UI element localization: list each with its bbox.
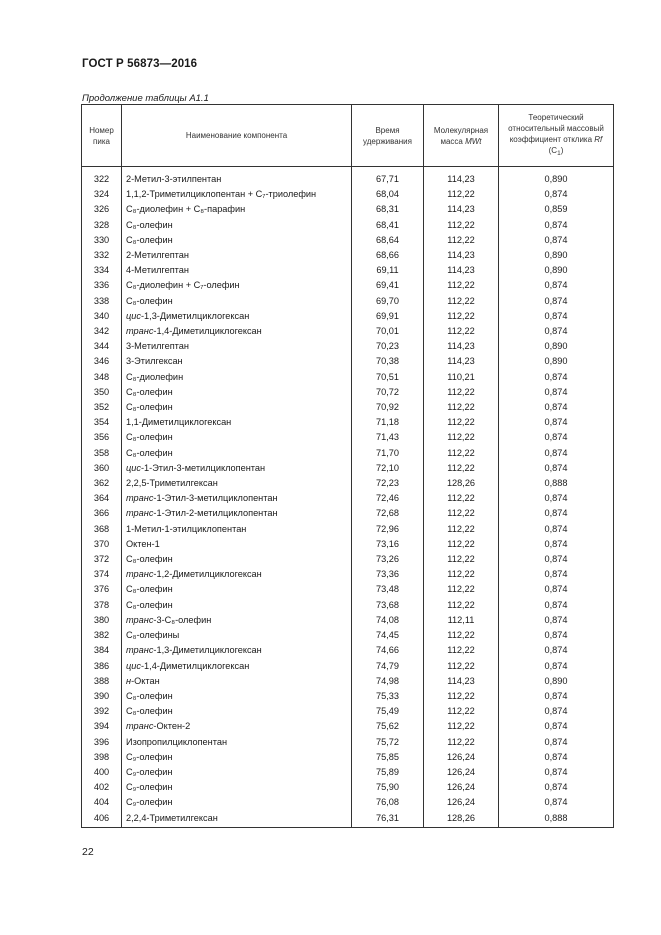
molecular-mass: 112,22	[424, 446, 499, 461]
peak-number: 392	[82, 704, 122, 719]
response-factor: 0,874	[499, 461, 614, 476]
response-factor: 0,874	[499, 795, 614, 810]
retention-time: 73,16	[352, 537, 424, 552]
response-factor: 0,874	[499, 643, 614, 658]
retention-time: 72,96	[352, 522, 424, 537]
response-factor: 0,874	[499, 294, 614, 309]
response-factor: 0,874	[499, 446, 614, 461]
response-factor: 0,874	[499, 552, 614, 567]
molecular-mass: 114,23	[424, 674, 499, 689]
molecular-mass: 112,22	[424, 719, 499, 734]
table-row	[82, 552, 614, 567]
response-factor: 0,888	[499, 476, 614, 491]
response-factor: 0,890	[499, 167, 614, 188]
name-prefix: транс	[126, 645, 154, 656]
peak-number: 388	[82, 674, 122, 689]
peak-number: 338	[82, 294, 122, 309]
component-name: 1-Метил-1-этилциклопентан	[122, 522, 352, 537]
molecular-mass: 114,23	[424, 167, 499, 188]
response-factor: 0,890	[499, 354, 614, 369]
molecular-mass: 112,22	[424, 218, 499, 233]
table-row	[82, 430, 614, 445]
retention-time: 73,48	[352, 582, 424, 597]
component-name	[122, 719, 352, 734]
retention-time: 75,89	[352, 765, 424, 780]
response-factor: 0,874	[499, 278, 614, 293]
name-rest: -1,3-Диметилциклогексан	[153, 645, 262, 656]
response-factor: 0,874	[499, 218, 614, 233]
name-rest: -1,3-Диметилциклогексан	[140, 310, 250, 321]
component-name: C₉-олефин	[122, 780, 352, 795]
retention-time: 70,51	[352, 370, 424, 385]
retention-time: 75,62	[352, 719, 424, 734]
retention-time: 75,85	[352, 750, 424, 765]
table-row	[82, 461, 614, 476]
response-factor: 0,874	[499, 765, 614, 780]
peak-number: 334	[82, 263, 122, 278]
retention-time: 75,72	[352, 735, 424, 750]
table-row	[82, 704, 614, 719]
name-rest: -1-Этил-3-метилциклопентан	[140, 462, 266, 473]
response-factor: 0,874	[499, 430, 614, 445]
molecular-mass: 112,22	[424, 628, 499, 643]
molecular-mass: 112,22	[424, 461, 499, 476]
table-row	[82, 218, 614, 233]
component-name: C₈-олефин	[122, 430, 352, 445]
name-prefix: транс	[126, 614, 154, 625]
molecular-mass: 114,23	[424, 263, 499, 278]
retention-time: 72,68	[352, 506, 424, 521]
response-factor: 0,890	[499, 248, 614, 263]
peak-number: 398	[82, 750, 122, 765]
response-factor: 0,874	[499, 750, 614, 765]
retention-time: 69,70	[352, 294, 424, 309]
col-header-num: Номер пика	[82, 105, 122, 167]
name-prefix: транс	[126, 721, 154, 732]
peak-number: 376	[82, 582, 122, 597]
component-name: 2,2,5-Триметилгексан	[122, 476, 352, 491]
name-rest: -3-C₈-олефин	[153, 614, 212, 625]
retention-time: 71,43	[352, 430, 424, 445]
response-factor: 0,874	[499, 370, 614, 385]
col-header-name: Наименование компонента	[122, 105, 352, 167]
molecular-mass: 112,22	[424, 385, 499, 400]
table-row	[82, 278, 614, 293]
table-row	[82, 167, 614, 188]
table-row	[82, 643, 614, 658]
response-factor: 0,888	[499, 811, 614, 828]
molecular-mass: 112,22	[424, 294, 499, 309]
table-row	[82, 339, 614, 354]
response-factor: 0,874	[499, 613, 614, 628]
component-name: 2-Метилгептан	[122, 248, 352, 263]
molecular-mass: 112,22	[424, 567, 499, 582]
table-row	[82, 537, 614, 552]
component-name: C₈-олефин	[122, 385, 352, 400]
component-name: C₈-диолефин + C₈-парафин	[122, 202, 352, 217]
molecular-mass: 110,21	[424, 370, 499, 385]
component-name: C₈-олефин	[122, 704, 352, 719]
component-name: C₈-олефин	[122, 552, 352, 567]
molecular-mass: 112,22	[424, 430, 499, 445]
table-row	[82, 385, 614, 400]
retention-time: 69,91	[352, 309, 424, 324]
peak-number: 374	[82, 567, 122, 582]
response-factor: 0,874	[499, 385, 614, 400]
table-row	[82, 719, 614, 734]
table-row	[82, 446, 614, 461]
response-factor: 0,874	[499, 628, 614, 643]
peak-number: 372	[82, 552, 122, 567]
molecular-mass: 112,22	[424, 643, 499, 658]
name-rest: -Октен-2	[153, 721, 191, 732]
molecular-mass: 112,22	[424, 537, 499, 552]
table-row	[82, 780, 614, 795]
peak-number: 400	[82, 765, 122, 780]
table-row	[82, 370, 614, 385]
component-name	[122, 659, 352, 674]
response-factor: 0,874	[499, 689, 614, 704]
molecular-mass: 126,24	[424, 750, 499, 765]
retention-time: 68,41	[352, 218, 424, 233]
response-factor: 0,874	[499, 324, 614, 339]
response-factor: 0,874	[499, 659, 614, 674]
peak-number: 360	[82, 461, 122, 476]
peak-number: 382	[82, 628, 122, 643]
component-name: C₈-олефин	[122, 446, 352, 461]
molecular-mass: 112,22	[424, 598, 499, 613]
retention-time: 72,46	[352, 491, 424, 506]
retention-time: 74,45	[352, 628, 424, 643]
component-name: 4-Метилгептан	[122, 263, 352, 278]
component-name: 2,2,4-Триметилгексан	[122, 811, 352, 828]
peak-number: 332	[82, 248, 122, 263]
response-factor: 0,874	[499, 400, 614, 415]
retention-time: 69,41	[352, 278, 424, 293]
molecular-mass: 114,23	[424, 354, 499, 369]
component-name	[122, 567, 352, 582]
response-factor: 0,874	[499, 598, 614, 613]
name-rest: -1-Этил-3-метилциклопентан	[153, 493, 278, 504]
peak-number: 348	[82, 370, 122, 385]
mw-label: Молекулярная масса	[433, 125, 489, 146]
molecular-mass: 128,26	[424, 476, 499, 491]
name-rest: -1-Этил-2-метилциклопентан	[153, 508, 278, 519]
table-row	[82, 582, 614, 597]
name-prefix: транс	[126, 493, 154, 504]
molecular-mass: 112,11	[424, 613, 499, 628]
component-name: 3-Метилгептан	[122, 339, 352, 354]
name-prefix: транс	[126, 508, 154, 519]
table-row	[82, 263, 614, 278]
component-name: 3-Этилгексан	[122, 354, 352, 369]
retention-time: 69,11	[352, 263, 424, 278]
component-name: C₈-олефин	[122, 218, 352, 233]
component-name: 2-Метил-3-этилпентан	[122, 167, 352, 188]
component-name: C₈-диолефин + C₇-олефин	[122, 278, 352, 293]
peak-number: 390	[82, 689, 122, 704]
name-prefix: транс	[126, 326, 154, 337]
molecular-mass: 112,22	[424, 187, 499, 202]
name-rest: -1,2-Диметилциклогексан	[153, 569, 262, 580]
table-row	[82, 491, 614, 506]
molecular-mass: 126,24	[424, 765, 499, 780]
molecular-mass: 114,23	[424, 339, 499, 354]
name-rest: -1,4-Диметилциклогексан	[153, 326, 262, 337]
retention-time: 71,18	[352, 415, 424, 430]
retention-time: 70,01	[352, 324, 424, 339]
table-caption: Продолжение таблицы А1.1	[82, 93, 209, 104]
response-factor: 0,874	[499, 233, 614, 248]
component-name: C₈-олефин	[122, 582, 352, 597]
response-factor: 0,859	[499, 202, 614, 217]
table-row	[82, 598, 614, 613]
table-row	[82, 248, 614, 263]
response-factor: 0,874	[499, 309, 614, 324]
peak-number: 358	[82, 446, 122, 461]
response-factor: 0,874	[499, 582, 614, 597]
peak-number: 384	[82, 643, 122, 658]
peak-number: 328	[82, 218, 122, 233]
peak-number: 350	[82, 385, 122, 400]
retention-time: 68,64	[352, 233, 424, 248]
retention-time: 70,72	[352, 385, 424, 400]
table-row	[82, 506, 614, 521]
molecular-mass: 114,23	[424, 248, 499, 263]
retention-time: 70,92	[352, 400, 424, 415]
col-header-rt: Время удерживания	[352, 105, 424, 167]
retention-time: 73,36	[352, 567, 424, 582]
table-row	[82, 674, 614, 689]
peak-number: 394	[82, 719, 122, 734]
molecular-mass: 112,22	[424, 233, 499, 248]
response-factor: 0,874	[499, 491, 614, 506]
retention-time: 74,98	[352, 674, 424, 689]
table-row	[82, 354, 614, 369]
response-factor: 0,874	[499, 415, 614, 430]
retention-time: 76,08	[352, 795, 424, 810]
molecular-mass: 112,22	[424, 582, 499, 597]
peak-number: 342	[82, 324, 122, 339]
molecular-mass: 112,22	[424, 400, 499, 415]
component-name: C₈-олефин	[122, 400, 352, 415]
table-row	[82, 765, 614, 780]
name-prefix: цис	[126, 660, 141, 671]
response-factor: 0,874	[499, 506, 614, 521]
retention-time: 75,49	[352, 704, 424, 719]
retention-time: 74,08	[352, 613, 424, 628]
molecular-mass: 112,22	[424, 491, 499, 506]
retention-time: 75,90	[352, 780, 424, 795]
response-factor: 0,874	[499, 187, 614, 202]
retention-time: 72,10	[352, 461, 424, 476]
rf-label: Теоретический относительный массовый коэффициент отклика	[508, 113, 604, 144]
retention-time: 75,33	[352, 689, 424, 704]
name-prefix: н	[126, 675, 132, 686]
response-factor: 0,874	[499, 719, 614, 734]
col-header-rf: Теоретический относительный массовый коэффициент отклика Rf $(C_1)$	[499, 105, 614, 167]
table-row	[82, 400, 614, 415]
retention-time: 74,66	[352, 643, 424, 658]
response-factor: 0,874	[499, 735, 614, 750]
retention-time: 67,71	[352, 167, 424, 188]
peak-number: 366	[82, 506, 122, 521]
response-factor: 0,874	[499, 780, 614, 795]
peak-number: 330	[82, 233, 122, 248]
component-name	[122, 643, 352, 658]
component-name: C₈-олефины	[122, 628, 352, 643]
response-factor: 0,874	[499, 567, 614, 582]
peak-number: 404	[82, 795, 122, 810]
name-prefix: транс	[126, 569, 154, 580]
table-row	[82, 735, 614, 750]
table-row	[82, 233, 614, 248]
table-row	[82, 750, 614, 765]
table-row	[82, 659, 614, 674]
table-header-row	[82, 105, 614, 167]
component-name	[122, 491, 352, 506]
response-factor: 0,890	[499, 339, 614, 354]
molecular-mass: 112,22	[424, 506, 499, 521]
component-name: Октен-1	[122, 537, 352, 552]
peak-number: 370	[82, 537, 122, 552]
table-row	[82, 613, 614, 628]
component-table	[81, 104, 614, 828]
component-name: 1,1,2-Триметилциклопентан + C₇-триолефин	[122, 187, 352, 202]
table-row	[82, 324, 614, 339]
molecular-mass: 126,24	[424, 795, 499, 810]
retention-time: 71,70	[352, 446, 424, 461]
molecular-mass: 128,26	[424, 811, 499, 828]
peak-number: 406	[82, 811, 122, 828]
retention-time: 76,31	[352, 811, 424, 828]
retention-time: 68,31	[352, 202, 424, 217]
component-name: C₉-олефин	[122, 765, 352, 780]
response-factor: 0,874	[499, 704, 614, 719]
retention-time: 73,68	[352, 598, 424, 613]
peak-number: 396	[82, 735, 122, 750]
peak-number: 354	[82, 415, 122, 430]
peak-number: 344	[82, 339, 122, 354]
col-header-mw	[424, 105, 499, 167]
table-row	[82, 811, 614, 828]
response-factor: 0,874	[499, 522, 614, 537]
table-row	[82, 415, 614, 430]
component-name: C₉-олефин	[122, 750, 352, 765]
peak-number: 362	[82, 476, 122, 491]
component-name	[122, 613, 352, 628]
standard-header: ГОСТ Р 56873—2016	[82, 58, 198, 70]
component-name: 1,1-Диметилциклогексан	[122, 415, 352, 430]
name-rest: -Октан	[131, 675, 160, 686]
response-factor: 0,890	[499, 674, 614, 689]
peak-number: 336	[82, 278, 122, 293]
rf-symbol: Rf	[594, 135, 603, 144]
retention-time: 68,66	[352, 248, 424, 263]
component-name: C₈-олефин	[122, 294, 352, 309]
molecular-mass: 126,24	[424, 780, 499, 795]
molecular-mass: 112,22	[424, 689, 499, 704]
retention-time: 74,79	[352, 659, 424, 674]
peak-number: 378	[82, 598, 122, 613]
retention-time: 68,04	[352, 187, 424, 202]
peak-number: 364	[82, 491, 122, 506]
response-factor: 0,874	[499, 537, 614, 552]
table-row	[82, 294, 614, 309]
page-number: 22	[82, 846, 94, 858]
molecular-mass: 112,22	[424, 324, 499, 339]
molecular-mass: 112,22	[424, 735, 499, 750]
molecular-mass: 112,22	[424, 415, 499, 430]
table-row	[82, 689, 614, 704]
molecular-mass: 112,22	[424, 278, 499, 293]
molecular-mass: 112,22	[424, 704, 499, 719]
peak-number: 346	[82, 354, 122, 369]
name-prefix: цис	[126, 310, 141, 321]
table-row	[82, 567, 614, 582]
component-name	[122, 506, 352, 521]
name-rest: -1,4-Диметилциклогексан	[140, 660, 250, 671]
peak-number: 352	[82, 400, 122, 415]
component-name: C₈-диолефин	[122, 370, 352, 385]
peak-number: 340	[82, 309, 122, 324]
molecular-mass: 112,22	[424, 659, 499, 674]
component-name	[122, 309, 352, 324]
component-name: C₉-олефин	[122, 795, 352, 810]
peak-number: 356	[82, 430, 122, 445]
retention-time: 70,23	[352, 339, 424, 354]
peak-number: 402	[82, 780, 122, 795]
component-name: C₈-олефин	[122, 233, 352, 248]
table-row	[82, 309, 614, 324]
peak-number: 326	[82, 202, 122, 217]
component-name	[122, 674, 352, 689]
component-name: Изопропилциклопентан	[122, 735, 352, 750]
component-name: C₈-олефин	[122, 689, 352, 704]
molecular-mass: 112,22	[424, 552, 499, 567]
component-name: C₈-олефин	[122, 598, 352, 613]
peak-number: 386	[82, 659, 122, 674]
retention-time: 70,38	[352, 354, 424, 369]
mw-symbol: MWt	[465, 136, 482, 146]
molecular-mass: 114,23	[424, 202, 499, 217]
retention-time: 73,26	[352, 552, 424, 567]
table-row	[82, 476, 614, 491]
table-row	[82, 628, 614, 643]
table-row	[82, 202, 614, 217]
component-name	[122, 461, 352, 476]
peak-number: 324	[82, 187, 122, 202]
peak-number: 380	[82, 613, 122, 628]
name-prefix: цис	[126, 462, 141, 473]
table-row	[82, 795, 614, 810]
peak-number: 368	[82, 522, 122, 537]
table-row	[82, 522, 614, 537]
molecular-mass: 112,22	[424, 309, 499, 324]
table-row	[82, 187, 614, 202]
molecular-mass: 112,22	[424, 522, 499, 537]
retention-time: 72,23	[352, 476, 424, 491]
peak-number: 322	[82, 167, 122, 188]
response-factor: 0,890	[499, 263, 614, 278]
component-name	[122, 324, 352, 339]
